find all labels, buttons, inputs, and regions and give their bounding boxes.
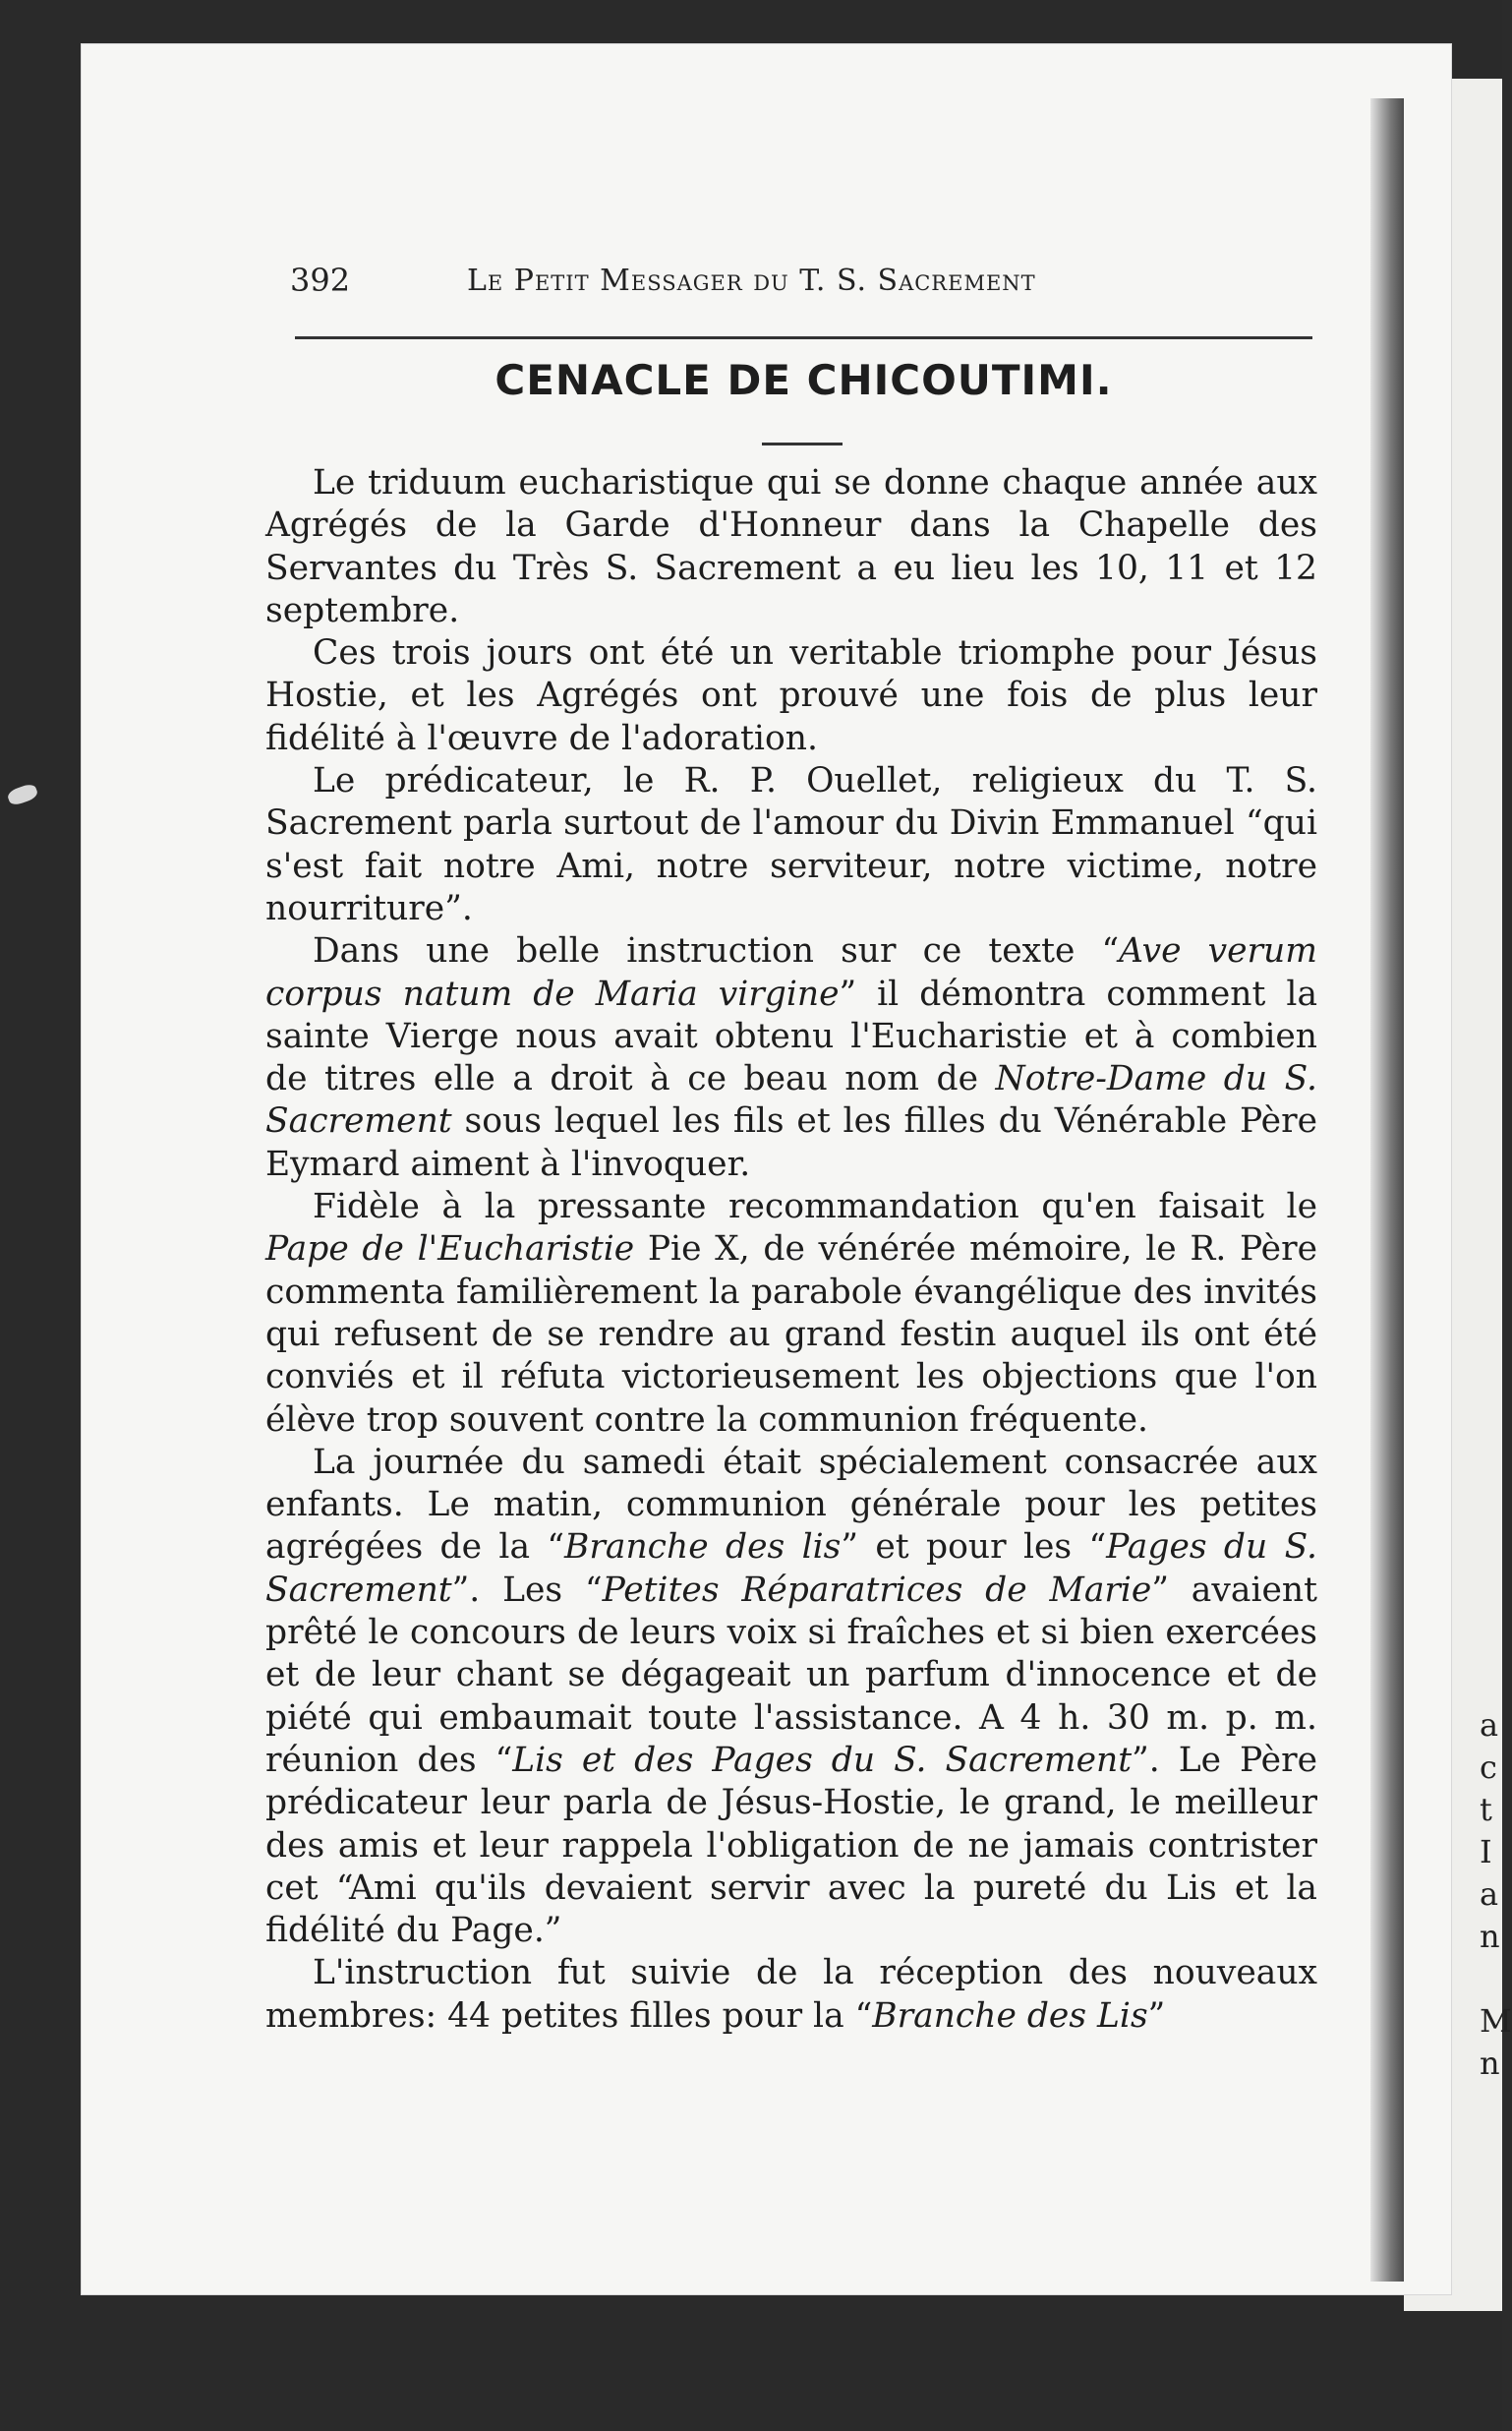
article-title: CENACLE DE CHICOUTIMI. — [494, 356, 1113, 404]
paragraph: L'instruction fut suivie de la réception des nouveaux membres: 44 petites filles pour la “Branche des Lis” — [265, 1953, 1317, 2036]
article-body — [265, 462, 1317, 2038]
paragraph: Dans une belle instruction sur ce texte “Ave verum corpus natum de Maria virgine” il démontra comment la sainte Vierge nous avait obtenu l'Eucharistie et à combien de titres elle a droit à ce beau nom de Notre-Dame du S. Sacrement sous lequel les fils et les filles du Vénérable Père Eymard aiment à l'invoquer. — [265, 931, 1318, 1184]
italic-title: Branche des lis — [564, 1527, 842, 1568]
adjacent-page-letter: M — [1480, 2002, 1512, 2040]
adjacent-page-letter: n — [1480, 1918, 1500, 1955]
adjacent-page-letter: t — [1480, 1791, 1492, 1828]
adjacent-page-letter: a — [1480, 1706, 1499, 1744]
italic-title: Pages du S. Sacrement — [265, 1527, 1317, 1610]
italic-title: Branche des Lis — [872, 1995, 1148, 2036]
page-number: 392 — [290, 262, 351, 299]
page-header — [290, 258, 1312, 317]
italic-title: Petites Réparatrices de Marie — [602, 1570, 1152, 1610]
adjacent-page-letter: c — [1480, 1749, 1497, 1786]
paragraph: Ces trois jours ont été un veritable triomphe pour Jésus Hostie, et les Agrégés ont prouvé une fois de plus leur fidélité à l'œuvre de l'adoration. — [265, 633, 1317, 758]
paragraph: Le triduum eucharistique qui se donne chaque année aux Agrégés de la Garde d'Honneur dans la Chapelle des Servantes du Très S. Sacrement a eu lieu les 10, 11 et 12 septembre. — [265, 463, 1317, 630]
adjacent-page-letter: I — [1480, 1833, 1492, 1870]
running-title: Le Petit Messager du T. S. Sacrement — [467, 264, 1036, 298]
header-rule — [295, 336, 1312, 339]
paragraph: La journée du samedi était spécialement consacrée aux enfants. Le matin, communion générale pour les petites agrégées de la “Branche des lis” et pour les “Pages du S. Sacrement”. Les “Petites Réparatrices de Marie” avaient prêté le concours de leurs voix si fraîches et si bien exercées et de leur chant se dégageait un parfum d'innocence et de piété qui embaumait toute l'assistance. A 4 h. 30 m. p. m. réunion des “Lis et des Pages du S. Sacrement”. Le Père prédicateur leur parla de Jésus-Hostie, le grand, le meilleur des amis et leur rappela l'obligation de ne jamais contrister cet “Ami qu'ils devaient servir avec la pureté du Lis et la fidélité du Page.” — [265, 1442, 1318, 1951]
italic-title: Pape de l'Eucharistie — [265, 1229, 635, 1270]
paragraph: Fidèle à la pressante recommandation qu'en faisait le Pape de l'Eucharistie Pie X, de vénérée mémoire, le R. Père commenta familièrement la parabole évangélique des invités qui refusent de se rendre au grand festin auquel ils ont été conviés et il réfuta victorieusement les objections que l'on élève trop souvent contre la communion fréquente. — [265, 1187, 1317, 1440]
title-divider — [762, 443, 843, 445]
page-gutter-shadow — [1370, 98, 1404, 2282]
italic-title: Lis et des Pages du S. Sacrement — [512, 1740, 1133, 1780]
adjacent-page-letter: a — [1480, 1875, 1499, 1913]
latin-quote: Ave verum corpus natum de Maria virgine — [265, 931, 1317, 1014]
italic-title: Notre-Dame du S. Sacrement — [265, 1059, 1318, 1142]
paragraph: Le prédicateur, le R. P. Ouellet, religieux du T. S. Sacrement parla surtout de l'amour du Divin Emmanuel “qui s'est fait notre Ami, notre serviteur, notre victime, notre nourriture”. — [265, 761, 1317, 928]
adjacent-page-letter: n — [1480, 2045, 1500, 2082]
